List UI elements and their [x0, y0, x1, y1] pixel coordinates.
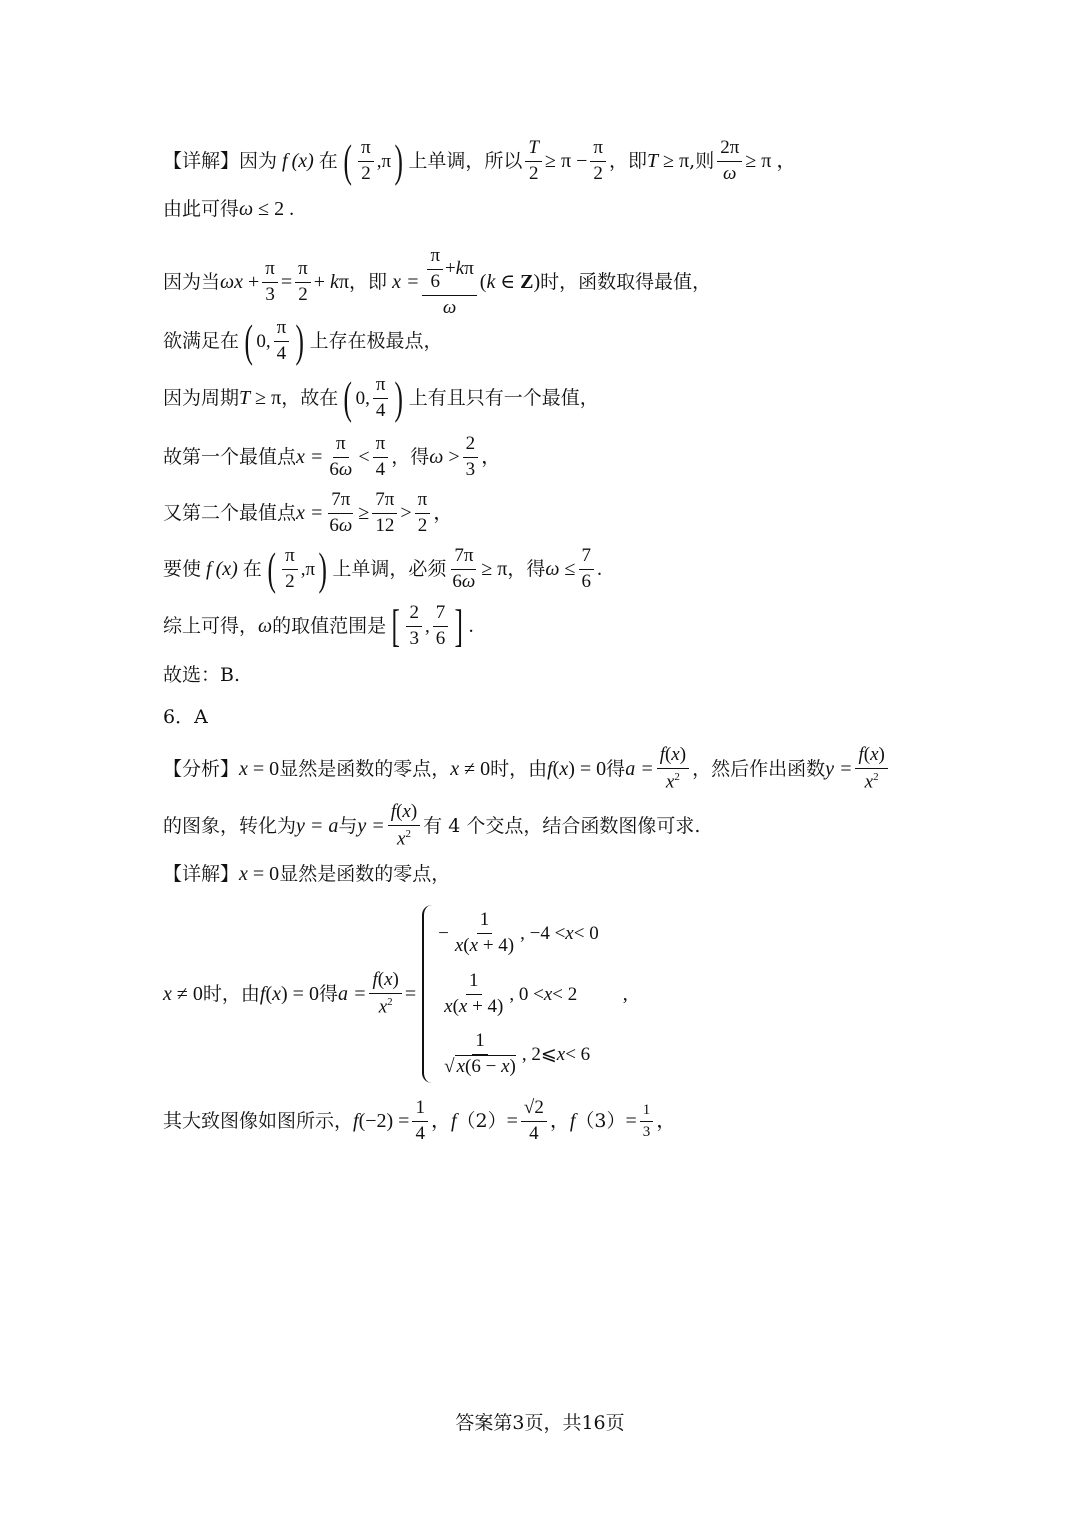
- math: f(x) = 0: [259, 983, 319, 1005]
- text: 因为周期: [163, 386, 240, 409]
- text: ，然后作出函数: [692, 757, 826, 780]
- math: =: [625, 1110, 637, 1133]
- math: f(−2) =: [353, 1110, 410, 1133]
- text: 因为当: [163, 270, 221, 293]
- text: 与: [338, 814, 358, 837]
- math-frac: $\frac{\pi}{2}$: [415, 490, 431, 537]
- math-frac: $\frac{\pi}{6\omega}$: [329, 433, 353, 480]
- text: 其大致图像如图所示，: [163, 1109, 354, 1132]
- math: ，: [656, 1110, 677, 1133]
- text: 上有且只有一个最值，: [408, 386, 599, 409]
- text: ，故在: [281, 386, 339, 409]
- math: x =: [387, 271, 420, 294]
- question-6-answer: [163, 708, 1020, 727]
- sol5-line4: [163, 315, 1020, 367]
- text: 在: [242, 557, 262, 580]
- math-frac: $\frac{7\pi}{6\omega}$: [452, 545, 476, 592]
- math-frac: $\frac{T}{2}$: [525, 138, 542, 185]
- math: ω >: [429, 446, 460, 469]
- interval: ( $\frac{\pi}{2}$ ,π ): [267, 543, 327, 595]
- text: 有 4 个交点，结合函数图像可求.: [423, 814, 701, 837]
- math-frac: $\frac{2\pi}{\omega}$: [717, 138, 742, 185]
- math-frac: $\frac{7}{6}$: [579, 546, 595, 593]
- math-frac: $\frac{f(x)}{x^2}$: [657, 745, 689, 793]
- sol5-line7: [163, 490, 1020, 537]
- math: x = 0: [239, 758, 280, 781]
- math: (k ∈ Z): [479, 271, 541, 294]
- text: 上单调，必须: [332, 557, 447, 580]
- text: 要使: [163, 557, 202, 580]
- case-3: $\frac{1}{√ x(6 - x)}$ , 2⩽ x < 6: [444, 1030, 591, 1078]
- interval: ( 0, $\frac{\pi}{4}$ ): [244, 315, 305, 367]
- math: ，f: [430, 1110, 457, 1133]
- math-frac: $\frac{f(x)}{x^2}$: [369, 970, 401, 1018]
- text: （2）: [456, 1109, 507, 1132]
- math: ≥ π: [481, 558, 508, 581]
- math-frac: $\frac{2}{3}$: [463, 434, 479, 481]
- math: ，: [481, 446, 502, 469]
- math: T ≥ π: [646, 150, 690, 173]
- math: f (x): [201, 558, 243, 581]
- piecewise-brace: [422, 905, 599, 1083]
- text: 欲满足在: [163, 329, 240, 352]
- math: x ≠ 0: [163, 983, 203, 1005]
- text: 的取值范围是: [272, 614, 387, 637]
- text: 时，函数取得最值，: [540, 270, 712, 293]
- math: ，: [433, 502, 454, 525]
- text: 上存在极最点，: [309, 329, 443, 352]
- detail-label: 【详解】: [163, 149, 240, 172]
- analysis-label: 【分析】: [163, 757, 240, 780]
- math-frac: $\frac{√2}{4}$: [521, 1098, 547, 1145]
- math: f(x) = 0: [547, 758, 607, 781]
- sol5-line10: [163, 666, 1020, 685]
- sol5-line6: [163, 434, 1020, 481]
- math: ω ≤: [545, 558, 576, 581]
- text: 因为: [239, 149, 278, 172]
- math-frac: $\frac{1}{3}$: [640, 1102, 654, 1140]
- math-frac: $\frac{\pi}{4}$: [373, 434, 389, 481]
- interval: ( $\frac{\pi}{2}$ ,π ): [343, 135, 403, 187]
- math: T ≥ π: [239, 387, 282, 410]
- text: ，得: [391, 445, 430, 468]
- text: 故第一个最值点: [163, 445, 297, 468]
- math: ,: [622, 983, 628, 1005]
- math: ≥ π ，: [745, 150, 797, 173]
- math-frac: $\frac{f(x)}{x^2}$: [388, 802, 420, 850]
- math: .: [468, 615, 474, 638]
- sol5-line9: [163, 600, 1020, 652]
- math: >: [400, 502, 412, 525]
- sol5-line5: [163, 372, 1020, 424]
- text: ,则: [689, 149, 715, 172]
- math: y = a: [296, 815, 339, 838]
- text: 显然是函数的零点，: [279, 862, 451, 885]
- math: x ≠ 0: [450, 758, 491, 781]
- math-frac: $\frac{\pi}{3}$: [262, 259, 278, 306]
- math: =: [506, 1110, 518, 1133]
- math: a =: [337, 983, 367, 1005]
- text: （3）: [575, 1109, 626, 1132]
- math: x = 0: [239, 863, 280, 885]
- text: 显然是函数的零点，: [279, 757, 451, 780]
- interval: [ $\frac{2}{3}$ , $\frac{7}{6}$ ]: [391, 600, 464, 652]
- math-frac: $\frac{\pi}{6}$ + k π ω: [422, 246, 476, 319]
- math-frac: $\frac{\pi}{2}$: [295, 259, 311, 306]
- sol5-line2: [163, 199, 1020, 219]
- math-frac: $\frac{\pi}{2}$: [590, 138, 606, 185]
- sol6-analysis-1: [163, 745, 1020, 793]
- detail-label: 【详解】: [163, 862, 240, 885]
- text: 的图象，转化为: [163, 814, 297, 837]
- math: =: [404, 983, 417, 1005]
- math-frac: $\frac{7\pi}{12}$: [372, 490, 397, 537]
- text: 6．A: [163, 706, 208, 728]
- page-footer: 答案第3页，共16页: [455, 1412, 625, 1434]
- math: ≥ π −: [545, 150, 588, 173]
- math: ωx +: [220, 271, 260, 294]
- text: 得: [318, 982, 338, 1005]
- math: =: [280, 271, 293, 294]
- math: y =: [357, 815, 385, 838]
- text: 在: [318, 149, 338, 172]
- math: <: [358, 446, 370, 469]
- text: 得: [606, 757, 626, 780]
- math: a =: [625, 758, 654, 781]
- math-frac: $\frac{f(x)}{x^2}$: [855, 745, 887, 793]
- text: 由此可得: [163, 197, 240, 220]
- math: ω: [258, 615, 273, 638]
- math: ≥: [358, 502, 370, 525]
- math: y =: [825, 758, 853, 781]
- sol5-line1: [163, 135, 1020, 187]
- text: ，即: [608, 149, 647, 172]
- sol5-line3: [163, 246, 1020, 319]
- case-1: − $\frac{1}{x(x + 4)}$ , −4 < x < 0: [438, 908, 599, 956]
- text: 时，由: [202, 982, 260, 1005]
- math-frac: $\frac{1}{4}$: [412, 1098, 428, 1145]
- case-2: $\frac{1}{x(x + 4)}$ , 0 < x < 2: [444, 969, 578, 1017]
- text: ，得: [507, 557, 546, 580]
- text: 综上可得，: [163, 614, 259, 637]
- math: ω ≤ 2 .: [239, 198, 295, 220]
- sol6-analysis-2: [163, 802, 1020, 850]
- text: 又第二个最值点: [163, 501, 297, 524]
- sol5-line8: [163, 543, 1020, 595]
- math: x =: [296, 502, 324, 525]
- text: ，即: [349, 270, 388, 293]
- math: .: [597, 558, 603, 581]
- math: ，f: [549, 1110, 576, 1133]
- math-frac: $\frac{7\pi}{6\omega}$: [329, 489, 353, 536]
- text: 故选：B.: [163, 664, 241, 686]
- interval: ( 0, $\frac{\pi}{4}$ ): [343, 372, 404, 424]
- math: + kπ: [313, 271, 350, 294]
- math: x =: [296, 446, 324, 469]
- sol6-detail: [163, 864, 1020, 884]
- sol6-piecewise: [163, 905, 1020, 1083]
- sol6-last: [163, 1098, 1020, 1145]
- math-fx: f (x): [277, 150, 319, 173]
- text: 时，由: [490, 757, 548, 780]
- text: 上单调，所以: [408, 149, 523, 172]
